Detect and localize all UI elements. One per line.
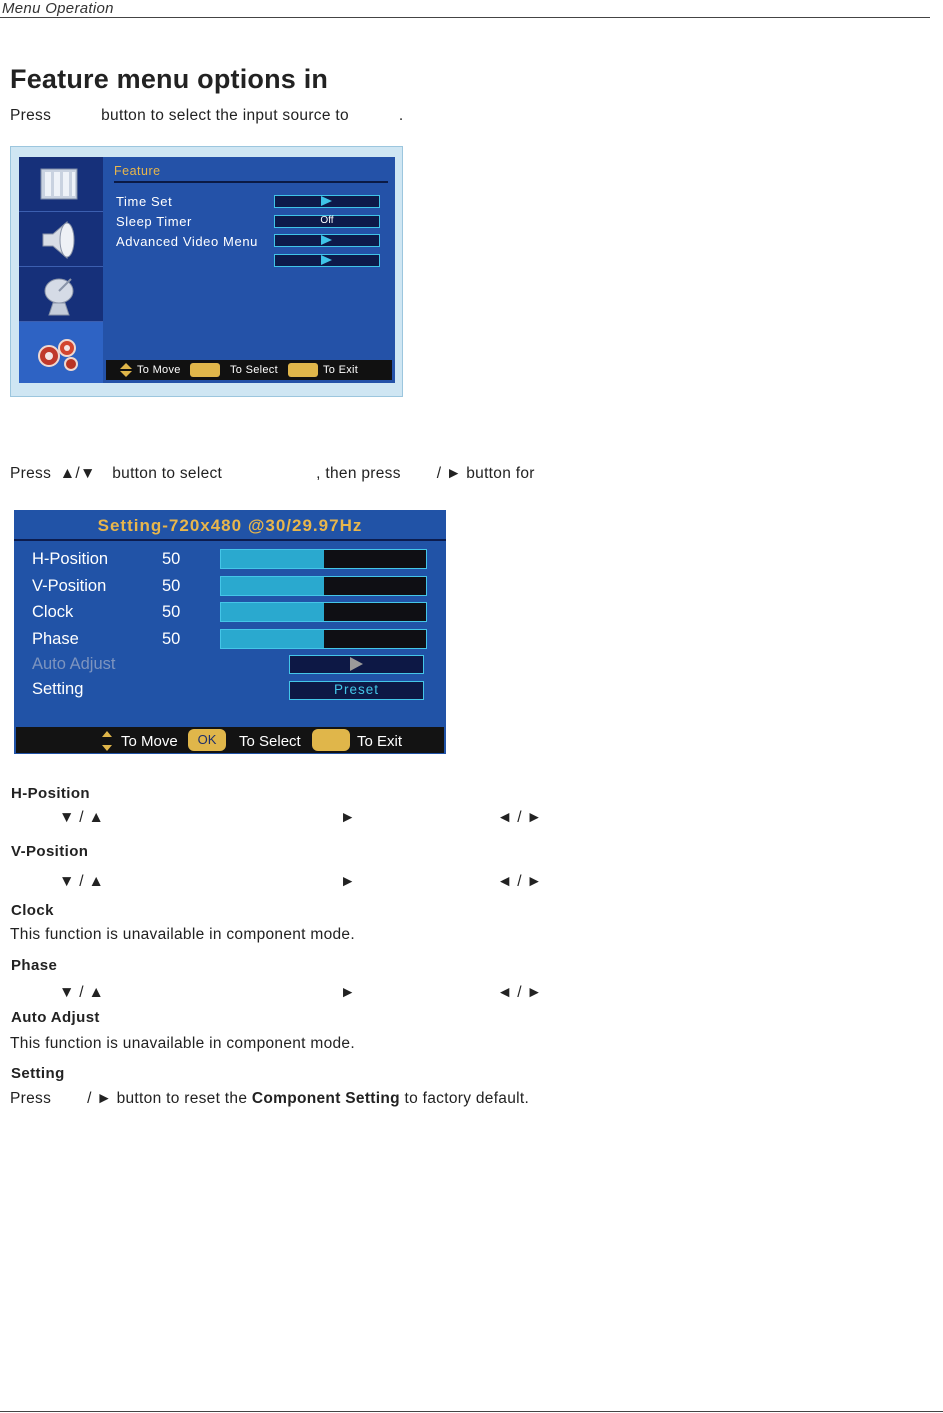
- auto-adjust-arrow-box[interactable]: [289, 655, 424, 674]
- picture-icon[interactable]: [19, 157, 103, 212]
- section-title-h-position: H-Position: [11, 785, 90, 802]
- right-arrow-icon: [321, 255, 332, 265]
- menu-help-bar: [106, 360, 392, 380]
- menu-title: Feature: [114, 164, 161, 178]
- row-value-clock: 50: [162, 603, 181, 621]
- advanced-video-arrow-box[interactable]: [274, 234, 380, 247]
- right-key: / ►: [436, 465, 462, 482]
- section-title-v-position: V-Position: [11, 843, 89, 860]
- page-title: Feature menu options in: [10, 64, 329, 94]
- setting-post-text: to factory default.: [404, 1090, 530, 1107]
- phase-keys-2: ►: [340, 984, 356, 1001]
- help-to-select: To Select: [239, 733, 301, 750]
- component-setting-bold: Component Setting: [251, 1090, 400, 1107]
- row-label-setting[interactable]: Setting: [32, 680, 84, 698]
- row-value-phase: 50: [162, 630, 181, 648]
- sleep-timer-value: Off: [320, 215, 334, 226]
- channel-icon[interactable]: [19, 267, 103, 322]
- slider-clock[interactable]: [220, 602, 427, 622]
- right-arrow-icon: [350, 657, 363, 671]
- select-mid-text: button to select: [112, 465, 223, 482]
- intro-text: button to select the input source to: [101, 107, 349, 124]
- unlabeled-arrow-box[interactable]: [274, 254, 380, 267]
- intro-line: [10, 107, 404, 125]
- select-press: Press: [10, 465, 52, 482]
- help-to-exit: To Exit: [357, 733, 403, 750]
- up-down-keys: ▲/▼: [59, 465, 96, 482]
- row-label-clock[interactable]: Clock: [32, 603, 74, 621]
- setting-text: [10, 1090, 529, 1108]
- menu-item-advanced-video[interactable]: Advanced Video Menu: [116, 234, 258, 249]
- clock-text: This function is unavailable in component mode.: [10, 926, 355, 943]
- setting-help-bar: [16, 727, 444, 753]
- intro-period: .: [398, 107, 404, 124]
- slider-h-position[interactable]: [220, 549, 427, 569]
- row-label-h-position[interactable]: H-Position: [32, 550, 109, 568]
- h-position-keys-3: ◄ / ►: [497, 809, 543, 826]
- slider-fill: [221, 577, 324, 595]
- section-title-setting: Setting: [11, 1065, 65, 1082]
- running-header: Menu Operation: [2, 0, 114, 17]
- row-label-v-position[interactable]: V-Position: [32, 577, 107, 595]
- section-title-clock: Clock: [11, 902, 54, 919]
- h-position-keys-1: ▼ / ▲: [59, 809, 105, 826]
- sound-icon[interactable]: [19, 212, 103, 267]
- setting-menu-title: Setting-720x480 @30/29.97Hz: [97, 516, 363, 535]
- v-position-keys-3: ◄ / ►: [497, 873, 543, 890]
- menu-item-time-set[interactable]: Time Set: [116, 194, 173, 209]
- slider-v-position[interactable]: [220, 576, 427, 596]
- ok-key-label: OK: [197, 732, 217, 747]
- time-set-arrow-box[interactable]: [274, 195, 380, 208]
- select-instruction: [10, 465, 535, 483]
- help-to-move: To Move: [137, 364, 181, 376]
- slider-phase[interactable]: [220, 629, 427, 649]
- exit-key-icon: [288, 363, 318, 377]
- footer-rule: [0, 1411, 943, 1412]
- slider-fill: [221, 603, 324, 621]
- v-position-keys-1: ▼ / ▲: [59, 873, 105, 890]
- exit-key-icon: [312, 729, 350, 751]
- auto-adjust-text: This function is unavailable in component mode.: [10, 1035, 355, 1052]
- right-arrow-icon: [321, 196, 332, 206]
- preset-box[interactable]: [289, 681, 424, 700]
- phase-keys-3: ◄ / ►: [497, 984, 543, 1001]
- header-rule: [0, 17, 930, 18]
- row-label-phase[interactable]: Phase: [32, 630, 79, 648]
- h-position-keys-2: ►: [340, 809, 356, 826]
- help-to-select: To Select: [230, 364, 278, 376]
- row-value-v-position: 50: [162, 577, 181, 595]
- sleep-timer-value-box[interactable]: [274, 215, 380, 228]
- setting-pre-text: button to reset the: [116, 1090, 248, 1107]
- up-down-icon: [120, 363, 132, 377]
- menu-sidebar: [19, 157, 103, 383]
- section-title-phase: Phase: [11, 957, 58, 974]
- row-label-auto-adjust[interactable]: Auto Adjust: [32, 655, 116, 673]
- up-down-icon: [102, 731, 112, 751]
- feature-icon[interactable]: [19, 322, 103, 383]
- select-end-text: button for: [466, 465, 535, 482]
- select-then-text: , then press: [316, 465, 401, 482]
- section-title-auto-adjust: Auto Adjust: [11, 1009, 100, 1026]
- setting-menu-screenshot: [14, 510, 446, 754]
- v-position-keys-2: ►: [340, 873, 356, 890]
- setting-press: Press: [10, 1090, 52, 1107]
- help-to-move: To Move: [121, 733, 178, 750]
- ok-key-icon: [188, 729, 226, 751]
- setting-right-key: / ►: [87, 1090, 112, 1107]
- setting-title-rule: [14, 539, 446, 541]
- menu-item-sleep-timer[interactable]: Sleep Timer: [116, 214, 192, 229]
- menu-title-rule: [114, 181, 388, 183]
- right-arrow-icon: [321, 235, 332, 245]
- feature-menu-panel: [19, 157, 395, 383]
- preset-label: Preset: [333, 682, 380, 697]
- phase-keys-1: ▼ / ▲: [59, 984, 105, 1001]
- slider-fill: [221, 550, 324, 568]
- select-key-icon: [190, 363, 220, 377]
- slider-fill: [221, 630, 324, 648]
- help-to-exit: To Exit: [323, 364, 359, 376]
- intro-press: Press: [10, 107, 52, 124]
- feature-menu-screenshot: [10, 146, 403, 397]
- row-value-h-position: 50: [162, 550, 181, 568]
